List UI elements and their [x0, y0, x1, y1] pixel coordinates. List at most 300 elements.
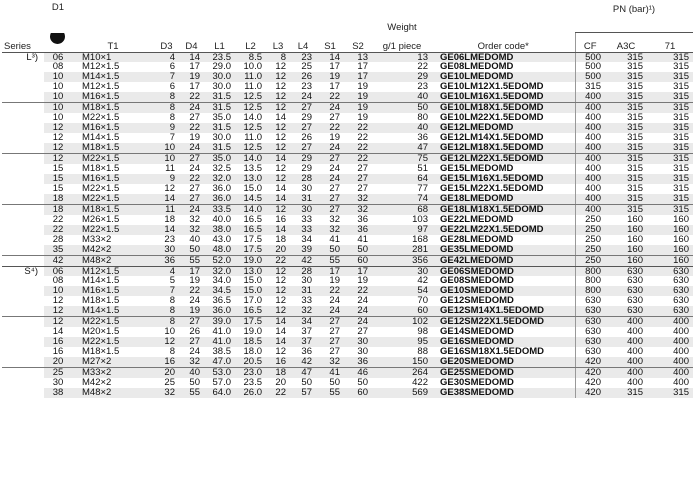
- s2-cell: 22: [344, 154, 372, 164]
- d3-cell: 23: [164, 234, 175, 245]
- d3-cell: 8: [169, 347, 175, 358]
- t1-cell: M42×2: [72, 245, 154, 255]
- l3-cell: 12: [275, 82, 286, 93]
- pn-a3c-cell: 400: [605, 337, 647, 347]
- table-row: [2, 52, 693, 62]
- s1-cell: 22: [316, 123, 344, 133]
- s2-cell: 27: [357, 183, 368, 194]
- l3-cell: 14: [275, 113, 286, 124]
- pn-a3c-cell: 315: [605, 204, 647, 214]
- order-code-cell: GE10LM22X1.5EDOMD: [440, 113, 544, 124]
- weight-cell: 42: [417, 276, 428, 287]
- s1-cell: 50: [316, 245, 344, 255]
- d3-cell: 32: [154, 388, 179, 398]
- d1-cell: 08: [52, 62, 64, 73]
- pn-a3c-cell: 315: [627, 62, 643, 73]
- s1-cell: 24: [316, 103, 344, 113]
- table-row: [2, 154, 693, 164]
- d4-cell: 22: [179, 286, 204, 296]
- d4-cell: 50: [179, 245, 204, 255]
- header-s1: S1: [316, 33, 344, 53]
- pn-71-cell: 315: [647, 72, 693, 82]
- l1-cell: 36.0: [204, 194, 235, 204]
- t1-cell: M22×1.5: [82, 113, 120, 124]
- order-code-cell: GE12SM14X1.5EDOMD: [432, 306, 575, 316]
- header-s2: S2: [344, 33, 372, 53]
- table-row: [2, 286, 693, 296]
- t1-cell: M16×1.5: [72, 123, 154, 133]
- order-code-cell: GE30SMEDOMD: [440, 378, 514, 388]
- d4-cell: 24: [179, 103, 204, 113]
- series-cell: [2, 317, 44, 327]
- l2-cell: 11.0: [244, 82, 262, 93]
- header-series: Series: [2, 33, 44, 53]
- order-code-cell: GE12SM22X1.5EDOMD: [432, 317, 575, 327]
- l4-cell: 37: [301, 327, 312, 338]
- l4-cell: 27: [290, 103, 316, 113]
- table-row: [2, 235, 693, 245]
- l1-cell: 36.0: [204, 306, 235, 316]
- series-cell: [2, 82, 44, 92]
- s2-cell: 46: [344, 368, 372, 378]
- table-row: [2, 215, 693, 225]
- weight-cell: 23: [417, 82, 428, 93]
- l3-cell: 14: [266, 194, 290, 204]
- order-code-cell: GE08SMEDOMD: [440, 276, 514, 287]
- d3-cell: 18: [164, 214, 175, 225]
- header-t1: T1: [72, 33, 154, 53]
- d4-cell: 32: [179, 225, 204, 235]
- l1-cell: 36.0: [212, 183, 231, 194]
- s1-cell: 24: [329, 163, 340, 174]
- header-l1: L1: [204, 33, 235, 53]
- l4-cell: 23: [290, 52, 316, 62]
- pn-cf-cell: 400: [575, 143, 605, 153]
- series-cell: [2, 92, 44, 102]
- t1-cell: M18×1.5: [72, 143, 154, 153]
- s2-cell: 32: [344, 194, 372, 204]
- d1-cell: 10: [52, 82, 64, 93]
- table-row: [2, 123, 693, 133]
- l1-cell: 47.0: [204, 357, 235, 367]
- l2-cell: 17.5: [243, 234, 262, 245]
- s1-cell: 14: [316, 52, 344, 62]
- l4-cell: 23: [301, 82, 312, 93]
- l2-cell: 18.5: [235, 337, 266, 347]
- pn-71-cell: 400: [647, 337, 693, 347]
- d3-cell: 8: [169, 113, 175, 124]
- pn-cf-cell: 500: [575, 52, 605, 62]
- d1-cell: 06: [44, 52, 72, 62]
- l4-cell: 33: [301, 296, 312, 307]
- l1-cell: 32.5: [212, 163, 231, 174]
- t1-cell: M33×2: [72, 368, 154, 378]
- pn-cf-cell: 400: [575, 204, 605, 214]
- pn-cf-cell: 400: [575, 194, 605, 204]
- s1-cell: 19: [329, 133, 340, 144]
- s2-cell: 13: [344, 52, 372, 62]
- d1-cell: 12: [44, 143, 72, 153]
- l3-cell: 12: [275, 133, 286, 144]
- l3-cell: 14: [275, 183, 286, 194]
- pn-71-cell: 630: [647, 286, 693, 296]
- l2-cell: 18.0: [243, 347, 262, 358]
- product-dimension-table-sheet: [2, 2, 693, 398]
- d4-cell: 27: [179, 337, 204, 347]
- d1-cell: 12: [52, 133, 64, 144]
- l2-cell: 12.5: [235, 103, 266, 113]
- d1-cell: 10: [44, 92, 72, 102]
- t1-cell: M12×1.5: [82, 62, 120, 73]
- weight-cell: 569: [372, 388, 432, 398]
- pn-71-cell: 315: [673, 183, 689, 194]
- l3-cell: 12: [275, 62, 286, 73]
- d3-cell: 9: [154, 123, 179, 133]
- l4-cell: 32: [290, 306, 316, 316]
- d1-cell: 20: [44, 357, 72, 367]
- l3-cell: 12: [266, 204, 290, 214]
- t1-cell: M14×1.5: [82, 133, 120, 144]
- d3-cell: 11: [165, 163, 175, 174]
- l2-cell: 13.0: [235, 174, 266, 184]
- t1-cell: M48×2: [72, 388, 154, 398]
- s2-cell: 50: [344, 245, 372, 255]
- l2-cell: 15.0: [243, 183, 262, 194]
- header-l3: L3: [266, 33, 290, 53]
- l2-cell: 23.5: [243, 378, 262, 388]
- pn-a3c-cell: 315: [605, 154, 647, 164]
- l4-cell: 30: [290, 204, 316, 214]
- pn-a3c-cell: 160: [605, 245, 647, 255]
- l2-cell: 11.0: [244, 133, 262, 144]
- l1-cell: 52.0: [204, 255, 235, 266]
- s2-cell: 30: [357, 347, 368, 358]
- pn-cf-cell: 400: [575, 92, 605, 102]
- series-cell: [2, 133, 44, 143]
- l3-cell: 14: [266, 337, 290, 347]
- pn-71-cell: 315: [673, 113, 689, 124]
- s1-cell: 32: [316, 357, 344, 367]
- table-row: [2, 62, 693, 72]
- pn-a3c-cell: 315: [627, 163, 643, 174]
- l4-cell: 33: [301, 214, 312, 225]
- d3-cell: 16: [154, 357, 179, 367]
- d3-cell: 10: [164, 327, 175, 338]
- s1-cell: 17: [329, 82, 340, 93]
- series-cell: [2, 143, 44, 153]
- d3-cell: 7: [154, 286, 179, 296]
- table-row: [2, 317, 693, 327]
- t1-cell: M16×1.5: [72, 286, 154, 296]
- series-cell: [2, 154, 44, 164]
- header-order-code: Order code*: [432, 33, 575, 53]
- t1-cell: M22×1.5: [72, 194, 154, 204]
- l1-cell: 33.5: [204, 204, 235, 214]
- d1-cell: 16: [44, 337, 72, 347]
- s1-cell: 32: [316, 225, 344, 235]
- header-pn-label: PN (bar)¹): [612, 4, 656, 15]
- l1-cell: 29.0: [212, 62, 231, 73]
- pn-cf-cell: 630: [575, 337, 605, 347]
- d4-cell: 27: [179, 317, 204, 327]
- l4-cell: 37: [290, 337, 316, 347]
- d1-cell: 12: [44, 154, 72, 164]
- series-cell: [2, 164, 44, 174]
- l3-cell: 14: [266, 154, 290, 164]
- d4-cell: 32: [189, 214, 200, 225]
- weight-cell: 70: [417, 296, 428, 307]
- l1-cell: 36.5: [212, 296, 231, 307]
- l1-cell: 23.5: [204, 52, 235, 62]
- series-cell: [2, 72, 44, 82]
- l1-cell: 31.5: [204, 103, 235, 113]
- table-row: [2, 255, 693, 266]
- weight-cell: 30: [372, 266, 432, 276]
- t1-cell: M20×1.5: [82, 327, 120, 338]
- s2-cell: 60: [344, 255, 372, 266]
- t1-cell: M33×2: [82, 234, 112, 245]
- t1-cell: M14×1.5: [82, 276, 120, 287]
- s1-cell: 32: [329, 214, 340, 225]
- l4-cell: 26: [290, 72, 316, 82]
- s2-cell: 36: [344, 357, 372, 367]
- l3-cell: 14: [266, 317, 290, 327]
- d3-cell: 25: [164, 378, 175, 388]
- weight-cell: 75: [372, 154, 432, 164]
- d4-cell: 40: [179, 368, 204, 378]
- s2-cell: 17: [344, 72, 372, 82]
- order-code-cell: GE12SMEDOMD: [440, 296, 514, 307]
- l2-cell: 8.5: [235, 52, 266, 62]
- l3-cell: 18: [275, 234, 286, 245]
- series-cell: [2, 245, 44, 255]
- weight-cell: 150: [372, 357, 432, 367]
- l2-cell: 12.5: [235, 123, 266, 133]
- table-row: [2, 388, 693, 398]
- s2-cell: 19: [357, 82, 368, 93]
- l1-cell: 38.5: [212, 347, 231, 358]
- d4-cell: 55: [179, 388, 204, 398]
- pn-71-cell: 315: [647, 174, 693, 184]
- s1-cell: 17: [329, 62, 340, 73]
- t1-cell: M48×2: [72, 255, 154, 266]
- series-cell: [2, 347, 44, 357]
- l3-cell: 12: [266, 72, 290, 82]
- weight-cell: 422: [412, 378, 428, 388]
- d3-cell: 5: [169, 276, 175, 287]
- d1-cell: 08: [52, 276, 64, 287]
- l1-cell: 31.5: [204, 143, 235, 153]
- pn-a3c-cell: 400: [627, 378, 643, 388]
- pn-71-cell: 160: [647, 225, 693, 235]
- series-cell: [2, 215, 44, 225]
- l2-cell: 16.5: [235, 306, 266, 316]
- l2-cell: 14.0: [235, 154, 266, 164]
- l3-cell: 12: [266, 306, 290, 316]
- series-cell: [2, 204, 44, 214]
- header-cf: CF: [575, 33, 605, 53]
- l4-cell: 26: [301, 133, 312, 144]
- d4-cell: 55: [179, 255, 204, 266]
- pn-a3c-cell: 315: [627, 113, 643, 124]
- pn-a3c-cell: 315: [605, 388, 647, 398]
- l2-cell: 13.0: [235, 266, 266, 276]
- l4-cell: 25: [301, 62, 312, 73]
- l4-cell: 30: [301, 276, 312, 287]
- s2-cell: 36: [344, 225, 372, 235]
- weight-cell: 40: [372, 123, 432, 133]
- weight-cell: 95: [372, 337, 432, 347]
- header-weight-line1: Weight: [387, 21, 417, 33]
- pn-cf-cell: 315: [575, 82, 605, 92]
- l1-cell: 35.0: [212, 113, 231, 124]
- l3-cell: 12: [266, 174, 290, 184]
- d4-cell: 17: [179, 266, 204, 276]
- l3-cell: 12: [266, 286, 290, 296]
- d1-cell: 12: [44, 317, 72, 327]
- weight-cell: 80: [417, 113, 428, 124]
- table-row: [2, 347, 693, 357]
- d4-cell: 19: [179, 306, 204, 316]
- order-code-cell: GE25SMEDOMD: [432, 368, 575, 378]
- l1-cell: 39.0: [204, 317, 235, 327]
- l2-cell: 10.0: [243, 62, 262, 73]
- s1-cell: 27: [316, 317, 344, 327]
- table-row: [2, 92, 693, 102]
- weight-cell: 47: [372, 143, 432, 153]
- t1-cell: M18×1.5: [82, 163, 120, 174]
- t1-cell: M18×1.5: [72, 204, 154, 214]
- order-code-cell: GE16SMEDOMD: [432, 337, 575, 347]
- series-cell: [2, 235, 44, 245]
- pn-71-cell: 630: [673, 276, 689, 287]
- l2-cell: 17.5: [235, 317, 266, 327]
- order-code-cell: GE18LMEDOMD: [432, 194, 575, 204]
- s1-cell: 50: [329, 378, 340, 388]
- l3-cell: 22: [266, 388, 290, 398]
- table-row: [2, 82, 693, 92]
- order-code-cell: GE12LM18X1.5EDOMD: [432, 143, 575, 153]
- order-code-cell: GE12LMEDOMD: [432, 123, 575, 133]
- d3-cell: 14: [154, 194, 179, 204]
- t1-cell: M22×1.5: [72, 225, 154, 235]
- series-cell: S⁴): [24, 266, 38, 277]
- pn-cf-cell: 400: [575, 154, 605, 164]
- l3-cell: 12: [275, 276, 286, 287]
- d4-cell: 17: [189, 62, 200, 73]
- d3-cell: 8: [169, 296, 175, 307]
- d1-cell: 15: [52, 163, 64, 174]
- t1-cell: M22×1.5: [72, 317, 154, 327]
- l1-cell: 30.0: [212, 82, 231, 93]
- series-cell: L³): [26, 52, 38, 63]
- tube-od-diameter-icon: [50, 33, 66, 45]
- header-pn: [575, 2, 693, 33]
- t1-cell: M12×1.5: [82, 82, 120, 93]
- order-code-cell: GE08LMEDOMD: [440, 62, 514, 73]
- l4-cell: 50: [301, 378, 312, 388]
- pn-71-cell: 400: [673, 347, 689, 358]
- order-code-cell: GE22LMEDOMD: [440, 214, 514, 225]
- order-code-cell: GE35LMEDOMD: [432, 245, 575, 255]
- pn-cf-cell: 250: [575, 215, 605, 225]
- pn-cf-cell: 420: [575, 388, 605, 398]
- s1-cell: 24: [316, 174, 344, 184]
- s2-cell: 19: [357, 276, 368, 287]
- l2-cell: 14.5: [235, 194, 266, 204]
- d1-cell: 25: [44, 368, 72, 378]
- pn-cf-cell: 250: [575, 255, 605, 266]
- s1-cell: 17: [316, 266, 344, 276]
- d1-cell: 15: [44, 174, 72, 184]
- weight-cell: 264: [372, 368, 432, 378]
- s2-cell: 17: [344, 266, 372, 276]
- l2-cell: 26.0: [235, 388, 266, 398]
- d4-cell: 27: [189, 113, 200, 124]
- l4-cell: 30: [301, 183, 312, 194]
- weight-cell: 356: [372, 255, 432, 266]
- s2-cell: 50: [357, 378, 368, 388]
- l1-cell: 32.0: [204, 266, 235, 276]
- l4-cell: 34: [290, 317, 316, 327]
- pn-71-cell: 315: [647, 388, 693, 398]
- weight-cell: 88: [417, 347, 428, 358]
- pn-71-cell: 160: [647, 255, 693, 266]
- table-row: [2, 72, 693, 82]
- s1-cell: 22: [316, 92, 344, 102]
- pn-71-cell: 630: [647, 306, 693, 316]
- s2-cell: 36: [357, 214, 368, 225]
- pn-cf-cell: 630: [575, 296, 605, 306]
- s1-cell: 27: [329, 183, 340, 194]
- pn-71-cell: 315: [647, 123, 693, 133]
- d3-cell: 10: [154, 154, 179, 164]
- l1-cell: 38.0: [204, 225, 235, 235]
- pn-a3c-cell: 315: [605, 92, 647, 102]
- d3-cell: 4: [154, 266, 179, 276]
- pn-71-cell: 315: [647, 143, 693, 153]
- l4-cell: 27: [290, 123, 316, 133]
- d4-cell: 22: [179, 174, 204, 184]
- table-row: [2, 103, 693, 113]
- weight-cell: 13: [372, 52, 432, 62]
- s2-cell: 19: [357, 113, 368, 124]
- pn-a3c-cell: 630: [605, 286, 647, 296]
- t1-cell: M22×1.5: [72, 337, 154, 347]
- weight-cell: 77: [417, 183, 428, 194]
- weight-cell: 168: [412, 234, 428, 245]
- d1-cell: 10: [44, 72, 72, 82]
- t1-cell: M18×1.5: [82, 347, 120, 358]
- d4-cell: 22: [179, 123, 204, 133]
- l1-cell: 40.0: [212, 214, 231, 225]
- header-d4: D4: [179, 33, 204, 53]
- d1-cell: 30: [52, 378, 64, 388]
- table-row: [2, 245, 693, 255]
- s1-cell: 24: [316, 143, 344, 153]
- d3-cell: 4: [154, 52, 179, 62]
- d1-cell: 12: [52, 296, 64, 307]
- pn-71-cell: 160: [673, 234, 689, 245]
- s1-cell: 27: [316, 154, 344, 164]
- d1-cell: 18: [44, 204, 72, 214]
- l4-cell: 24: [290, 92, 316, 102]
- d4-cell: 14: [179, 52, 204, 62]
- pn-a3c-cell: 160: [605, 225, 647, 235]
- d3-cell: 8: [154, 317, 179, 327]
- s1-cell: 27: [329, 327, 340, 338]
- s2-cell: 19: [344, 103, 372, 113]
